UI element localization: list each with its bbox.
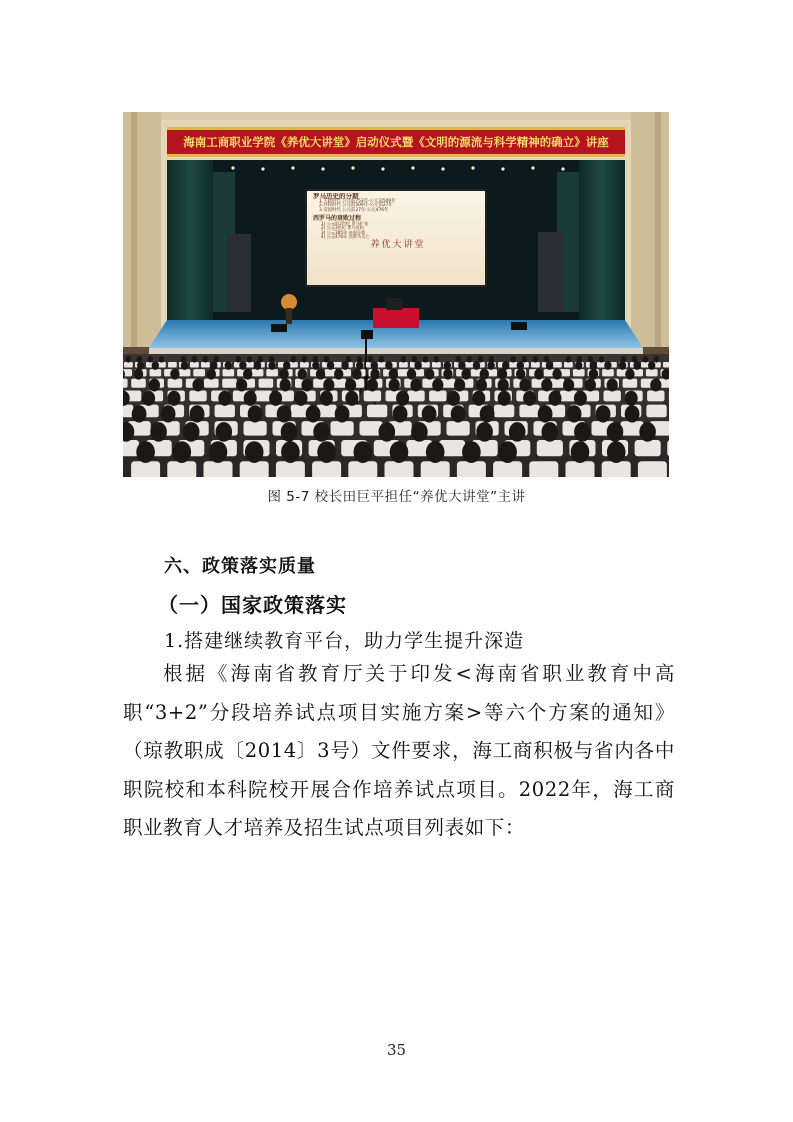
screen-sub-line-2: 2) 公元3世纪 罗马危机 bbox=[321, 225, 365, 231]
screen-sub-line-3: 3) 公元395年 帝国分裂 bbox=[321, 229, 366, 235]
screen-line-3: 3.帝国时代 公元前27年-公元476年 bbox=[319, 208, 389, 214]
lecture-hall-photo bbox=[123, 112, 669, 477]
subsection-heading: （一）国家政策落实 bbox=[158, 593, 347, 617]
screen-sub-line-4: 4) 公元476年 西罗马灭亡 bbox=[321, 234, 370, 240]
figure-caption: 图 5-7 校长田巨平担任“养优大讲堂”主讲 bbox=[267, 489, 526, 505]
screen-line-2: 2.共和时代 公元前509年-公元前27年 bbox=[319, 203, 393, 209]
screen-footer: 养优大讲堂 bbox=[370, 239, 426, 250]
screen-sub-line-1: 1) 公元前2世纪 罗马扩张 bbox=[321, 220, 369, 226]
screen-subtitle: 西罗马的衰败过程 bbox=[313, 214, 362, 222]
item-heading: 1.搭建继续教育平台，助力学生提升深造 bbox=[164, 630, 525, 652]
section-heading: 六、政策落实质量 bbox=[164, 556, 316, 577]
page-number: 35 bbox=[386, 1041, 407, 1059]
screen-title: 罗马历史的分期 bbox=[313, 193, 359, 200]
screen-line-1: 1.王政时代 公元前753年-公元前509年 bbox=[319, 198, 396, 204]
projection-screen bbox=[313, 193, 483, 250]
body-paragraph: 根据《海南省教育厅关于印发<海南省职业教育中高职“3+2”分段培养试点项目实施方案>等六个方案的通知》（琼教职成〔2014〕3号）文件要求，海工商积极与省内各中职院校和本科院校开展合作培养试点项目。2022年，海工商职业教育人才培养及招生试点项目列表如下： bbox=[123, 662, 675, 839]
stage-banner: 海南工商职业学院《养优大讲堂》启动仪式暨《文明的源流与科学精神的确立》讲座 bbox=[183, 135, 609, 149]
